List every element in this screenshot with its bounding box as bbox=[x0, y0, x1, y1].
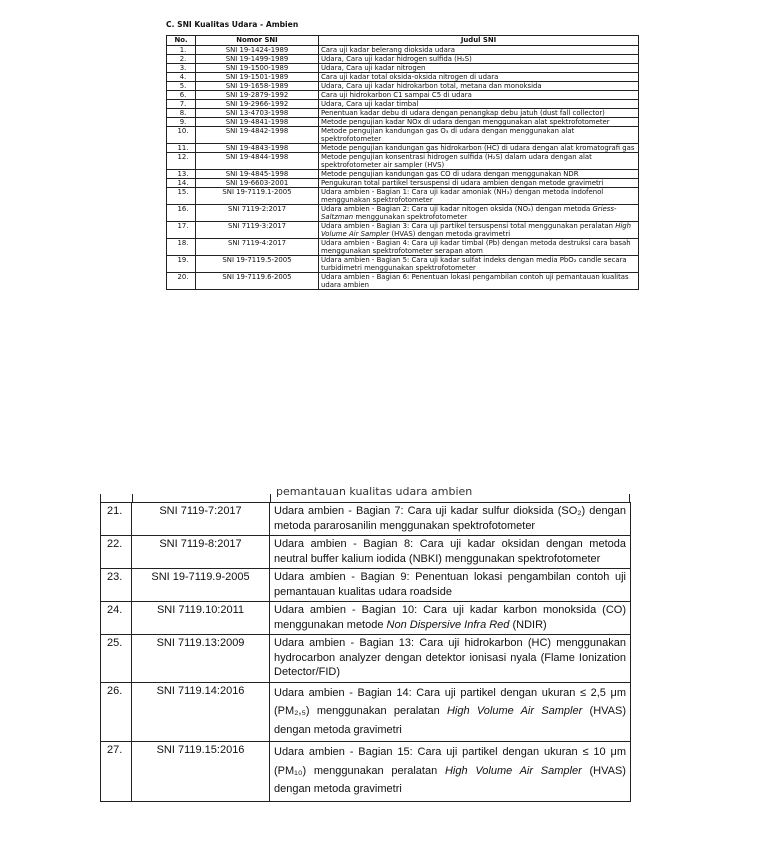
row-sni-title: Penentuan kadar debu di udara dengan penangkap debu jatuh (dust fall collector) bbox=[319, 109, 639, 118]
row-sni-title: Udara ambien - Bagian 8: Cara uji kadar oksidan dengan metoda neutral buffer kalium iodida (NBKI) menggunakan spektrofotometer bbox=[270, 536, 631, 569]
row-sni-number: SNI 19-1501-1989 bbox=[196, 73, 319, 82]
cut-off-row-fragment bbox=[100, 485, 630, 502]
row-sni-title: Udara ambien - Bagian 5: Cara uji kadar sulfat indeks dengan media PbO₂ candle secara turbidimetri menggunakan spektrofotometer bbox=[319, 256, 639, 273]
row-sni-title: Metode pengujian konsentrasi hidrogen sulfida (H₂S) dalam udara dengan alat spektrofotometer air sampler (HVS) bbox=[319, 153, 639, 170]
table-row bbox=[167, 64, 639, 73]
row-sni-title: Udara ambien - Bagian 9: Penentuan lokasi pengambilan contoh uji pemantauan kualitas udara roadside bbox=[270, 569, 631, 602]
row-sni-title: Udara ambien - Bagian 6: Penentuan lokasi pengambilan contoh uji pemantauan kualitas udara ambien bbox=[319, 273, 639, 290]
row-sni-title: Udara, Cara uji kadar hidrogen sulfida (H₂S) bbox=[319, 55, 639, 64]
row-sni-title: Metode pengujian kadar NOx di udara dengan menggunakan alat spektrofotometer bbox=[319, 118, 639, 127]
table-row bbox=[101, 742, 631, 802]
row-number: 9. bbox=[167, 118, 196, 127]
row-sni-number: SNI 7119-4:2017 bbox=[196, 239, 319, 256]
row-number: 2. bbox=[167, 55, 196, 64]
section-title: C. SNI Kualitas Udara - Ambien bbox=[166, 20, 299, 29]
row-number: 18. bbox=[167, 239, 196, 256]
table-row bbox=[101, 635, 631, 683]
row-number: 24. bbox=[101, 602, 132, 635]
row-sni-title: Cara uji kadar belerang dioksida udara bbox=[319, 46, 639, 55]
row-sni-number: SNI 7119.10:2011 bbox=[132, 602, 270, 635]
row-sni-number: SNI 19-4842-1998 bbox=[196, 127, 319, 144]
row-sni-title: Udara ambien - Bagian 15: Cara uji partikel dengan ukuran ≤ 10 μm (PM₁₀) menggunakan peralatan High Volume Air Sampler (HVAS) dengan metoda gravimetri bbox=[270, 742, 631, 802]
row-sni-number: SNI 19-4844-1998 bbox=[196, 153, 319, 170]
row-number: 15. bbox=[167, 188, 196, 205]
row-sni-title: Metode pengujian kandungan gas O₃ di udara dengan menggunakan alat spektrofotometer bbox=[319, 127, 639, 144]
row-sni-title: Udara, Cara uji kadar hidrokarbon total, metana dan monoksida bbox=[319, 82, 639, 91]
sni-table-part-1 bbox=[166, 35, 639, 290]
row-number: 11. bbox=[167, 144, 196, 153]
table-row bbox=[101, 503, 631, 536]
row-sni-number: SNI 7119.15:2016 bbox=[132, 742, 270, 802]
row-number: 4. bbox=[167, 73, 196, 82]
row-sni-number: SNI 19-1424-1989 bbox=[196, 46, 319, 55]
row-sni-number: SNI 19-4845-1998 bbox=[196, 170, 319, 179]
row-number: 16. bbox=[167, 205, 196, 222]
row-sni-title: Udara ambien - Bagian 7: Cara uji kadar sulfur dioksida (SO₂) dengan metoda pararosanilin menggunakan spektrofotometer bbox=[270, 503, 631, 536]
row-sni-title: Udara ambien - Bagian 1: Cara uji kadar amoniak (NH₃) dengan metoda indofenol menggunakan spektrofotometer bbox=[319, 188, 639, 205]
row-sni-title: Udara ambien - Bagian 2: Cara uji kadar nitogen oksida (NO₂) dengan metoda Griess-Saltzman menggunakan spektrofotometer bbox=[319, 205, 639, 222]
sni-table-part-2-container bbox=[100, 485, 630, 804]
row-number: 8. bbox=[167, 109, 196, 118]
table-row bbox=[167, 118, 639, 127]
table-row bbox=[167, 100, 639, 109]
table-row bbox=[167, 239, 639, 256]
row-sni-number: SNI 7119.14:2016 bbox=[132, 682, 270, 742]
table-row bbox=[167, 273, 639, 290]
table-row bbox=[167, 222, 639, 239]
row-sni-number: SNI 19-7119.5-2005 bbox=[196, 256, 319, 273]
row-sni-number: SNI 19-1658-1989 bbox=[196, 82, 319, 91]
row-number: 17. bbox=[167, 222, 196, 239]
table-row bbox=[167, 153, 639, 170]
table-row bbox=[167, 82, 639, 91]
row-number: 21. bbox=[101, 503, 132, 536]
table-row bbox=[167, 144, 639, 153]
table-row bbox=[101, 569, 631, 602]
row-sni-title: Udara ambien - Bagian 4: Cara uji kadar timbal (Pb) dengan metoda destruksi cara basah menggunakan spektrofotometer serapan atom bbox=[319, 239, 639, 256]
header-judul-sni: Judul SNI bbox=[319, 36, 639, 46]
header-nomor-sni: Nomor SNI bbox=[196, 36, 319, 46]
sni-table-part-2 bbox=[100, 502, 631, 802]
header-no: No. bbox=[167, 36, 196, 46]
table-header-row bbox=[167, 36, 639, 46]
row-sni-title: Pengukuran total partikel tersuspensi di udara ambien dengan metode gravimetri bbox=[319, 179, 639, 188]
row-number: 22. bbox=[101, 536, 132, 569]
row-number: 19. bbox=[167, 256, 196, 273]
row-sni-number: SNI 19-1500-1989 bbox=[196, 64, 319, 73]
row-sni-title: Udara, Cara uji kadar timbal bbox=[319, 100, 639, 109]
table-row bbox=[101, 536, 631, 569]
row-sni-title: Udara ambien - Bagian 10: Cara uji kadar karbon monoksida (CO) menggunakan metode Non Dispersive Infra Red (NDIR) bbox=[270, 602, 631, 635]
table-row bbox=[167, 46, 639, 55]
row-number: 3. bbox=[167, 64, 196, 73]
row-number: 12. bbox=[167, 153, 196, 170]
row-sni-number: SNI 7119-7:2017 bbox=[132, 503, 270, 536]
table-row bbox=[167, 91, 639, 100]
table-row bbox=[167, 127, 639, 144]
table-row bbox=[167, 205, 639, 222]
row-number: 26. bbox=[101, 682, 132, 742]
row-number: 20. bbox=[167, 273, 196, 290]
cut-off-text: pemantauan kualitas udara ambien bbox=[276, 485, 473, 498]
row-sni-title: Metode pengujian kandungan gas CO di udara dengan menggunakan NDR bbox=[319, 170, 639, 179]
row-sni-number: SNI 7119-2:2017 bbox=[196, 205, 319, 222]
table-row bbox=[167, 55, 639, 64]
table-row bbox=[167, 188, 639, 205]
row-sni-title: Cara uji kadar total oksida-oksida nitrogen di udara bbox=[319, 73, 639, 82]
table-row bbox=[101, 602, 631, 635]
table-row bbox=[167, 73, 639, 82]
row-sni-number: SNI 7119-8:2017 bbox=[132, 536, 270, 569]
row-number: 10. bbox=[167, 127, 196, 144]
row-sni-number: SNI 7119.13:2009 bbox=[132, 635, 270, 683]
row-number: 7. bbox=[167, 100, 196, 109]
row-number: 5. bbox=[167, 82, 196, 91]
row-sni-number: SNI 19-7119.1-2005 bbox=[196, 188, 319, 205]
row-sni-title: Metode pengujian kandungan gas hidrokarbon (HC) di udara dengan alat kromatografi gas bbox=[319, 144, 639, 153]
row-sni-title: Udara ambien - Bagian 14: Cara uji partikel dengan ukuran ≤ 2,5 μm (PM₂,₅) menggunakan peralatan High Volume Air Sampler (HVAS) dengan metoda gravimetri bbox=[270, 682, 631, 742]
row-sni-number: SNI 19-6603-2001 bbox=[196, 179, 319, 188]
row-number: 23. bbox=[101, 569, 132, 602]
table-row bbox=[167, 256, 639, 273]
row-sni-number: SNI 19-7119.6-2005 bbox=[196, 273, 319, 290]
row-sni-number: SNI 19-2966-1992 bbox=[196, 100, 319, 109]
table-row bbox=[167, 170, 639, 179]
row-sni-title: Udara ambien - Bagian 13: Cara uji hidrokarbon (HC) menggunakan hydrocarbon analyzer dengan detektor ionisasi nyala (Flame Ionization Detector/FID) bbox=[270, 635, 631, 683]
table-row bbox=[167, 179, 639, 188]
row-sni-number: SNI 19-7119.9-2005 bbox=[132, 569, 270, 602]
row-number: 6. bbox=[167, 91, 196, 100]
row-sni-title: Udara ambien - Bagian 3: Cara uji partikel tersuspensi total menggunakan peralatan High Volume Air Sampler (HVAS) dengan metoda gravimetri bbox=[319, 222, 639, 239]
row-number: 1. bbox=[167, 46, 196, 55]
row-sni-number: SNI 7119-3:2017 bbox=[196, 222, 319, 239]
row-sni-number: SNI 19-2879-1992 bbox=[196, 91, 319, 100]
row-sni-number: SNI 19-4843-1998 bbox=[196, 144, 319, 153]
row-sni-number: SNI 13-4703-1998 bbox=[196, 109, 319, 118]
document-section-ambient-air-standards bbox=[166, 20, 638, 290]
row-sni-number: SNI 19-4841-1998 bbox=[196, 118, 319, 127]
row-sni-title: Cara uji hidrokarbon C1 sampai C5 di udara bbox=[319, 91, 639, 100]
table-row bbox=[167, 109, 639, 118]
row-number: 14. bbox=[167, 179, 196, 188]
row-number: 25. bbox=[101, 635, 132, 683]
row-sni-number: SNI 19-1499-1989 bbox=[196, 55, 319, 64]
row-number: 13. bbox=[167, 170, 196, 179]
table-row bbox=[101, 682, 631, 742]
row-number: 27. bbox=[101, 742, 132, 802]
row-sni-title: Udara, Cara uji kadar nitrogen bbox=[319, 64, 639, 73]
